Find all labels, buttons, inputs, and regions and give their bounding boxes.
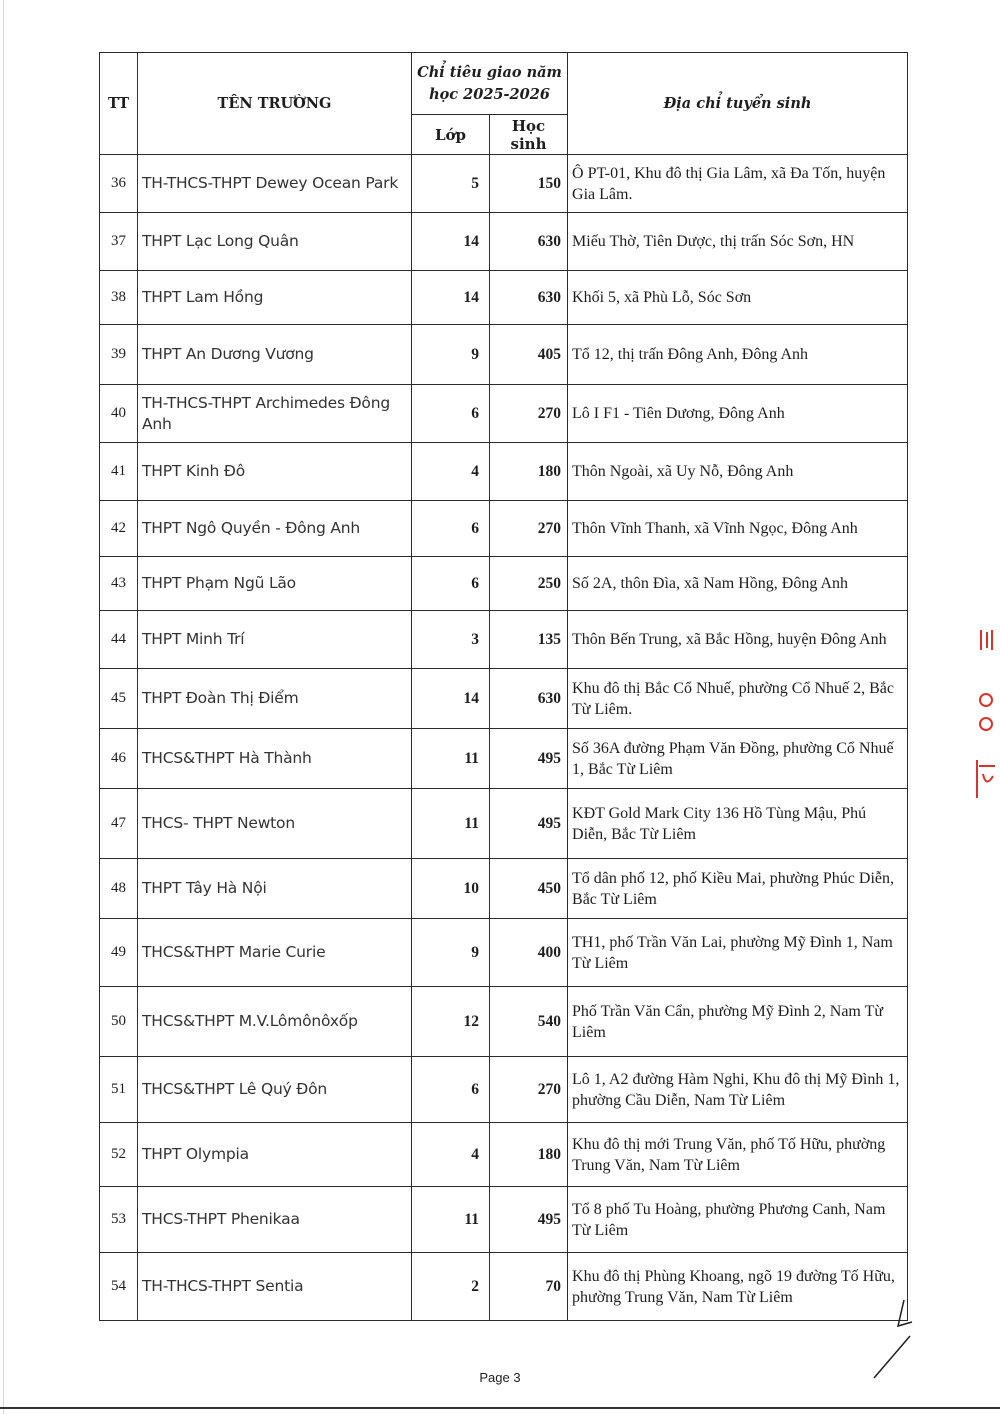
admission-address: Ô PT-01, Khu đô thị Gia Lâm, xã Đa Tốn, huyện Gia Lâm. <box>568 155 908 213</box>
school-name: THPT Phạm Ngũ Lão <box>138 557 412 611</box>
row-number: 50 <box>100 987 138 1057</box>
class-count: 6 <box>412 1057 490 1123</box>
page-number: Page 3 <box>479 1370 521 1385</box>
admission-address: Khu đô thị Bắc Cổ Nhuế, phường Cổ Nhuế 2, Bắc Từ Liêm. <box>568 669 908 729</box>
row-number: 36 <box>100 155 138 213</box>
admission-address: Phố Trần Văn Cẩn, phường Mỹ Đình 2, Nam Từ Liêm <box>568 987 908 1057</box>
class-count: 3 <box>412 611 490 669</box>
class-count: 2 <box>412 1253 490 1321</box>
stamp-fragment-icon <box>975 628 997 798</box>
row-number: 45 <box>100 669 138 729</box>
row-number: 39 <box>100 325 138 385</box>
class-count: 4 <box>412 1123 490 1187</box>
table-row <box>100 557 908 611</box>
row-number: 47 <box>100 789 138 859</box>
table-body <box>100 155 908 1321</box>
class-count: 11 <box>412 1187 490 1253</box>
school-name: THPT Tây Hà Nội <box>138 859 412 919</box>
table-row <box>100 1187 908 1253</box>
admission-address: Tổ 8 phố Tu Hoàng, phường Phương Canh, Nam Từ Liêm <box>568 1187 908 1253</box>
student-count: 400 <box>490 919 568 987</box>
student-count: 250 <box>490 557 568 611</box>
class-count: 5 <box>412 155 490 213</box>
admission-address: Số 36A đường Phạm Văn Đồng, phường Cổ Nhuế 1, Bắc Từ Liêm <box>568 729 908 789</box>
class-count: 4 <box>412 443 490 501</box>
class-count: 11 <box>412 789 490 859</box>
student-count: 450 <box>490 859 568 919</box>
header-students: Học sinh <box>490 115 568 155</box>
table-row <box>100 987 908 1057</box>
student-count: 270 <box>490 1057 568 1123</box>
class-count: 11 <box>412 729 490 789</box>
table-row <box>100 443 908 501</box>
admission-address: Khu đô thị mới Trung Văn, phố Tố Hữu, phường Trung Văn, Nam Từ Liêm <box>568 1123 908 1187</box>
school-name: THPT Olympia <box>138 1123 412 1187</box>
school-name: THCS&THPT M.V.Lômônôxốp <box>138 987 412 1057</box>
row-number: 51 <box>100 1057 138 1123</box>
class-count: 6 <box>412 385 490 443</box>
class-count: 14 <box>412 213 490 271</box>
row-number: 54 <box>100 1253 138 1321</box>
student-count: 180 <box>490 443 568 501</box>
school-name: THPT Kinh Đô <box>138 443 412 501</box>
admission-address: KĐT Gold Mark City 136 Hồ Tùng Mậu, Phú Diễn, Bắc Từ Liêm <box>568 789 908 859</box>
admission-address: Thôn Ngoài, xã Uy Nỗ, Đông Anh <box>568 443 908 501</box>
admission-address: Số 2A, thôn Đìa, xã Nam Hồng, Đông Anh <box>568 557 908 611</box>
admission-address: Tổ dân phố 12, phố Kiều Mai, phường Phúc Diễn, Bắc Từ Liêm <box>568 859 908 919</box>
school-name: TH-THCS-THPT Dewey Ocean Park <box>138 155 412 213</box>
admission-address: Lô 1, A2 đường Hàm Nghi, Khu đô thị Mỹ Đình 1, phường Cầu Diễn, Nam Từ Liêm <box>568 1057 908 1123</box>
student-count: 135 <box>490 611 568 669</box>
table-row <box>100 789 908 859</box>
row-number: 44 <box>100 611 138 669</box>
header-classes: Lớp <box>412 115 490 155</box>
student-count: 630 <box>490 271 568 325</box>
scan-edge <box>3 0 4 1414</box>
school-name: THPT Minh Trí <box>138 611 412 669</box>
table-row <box>100 155 908 213</box>
row-number: 53 <box>100 1187 138 1253</box>
row-number: 48 <box>100 859 138 919</box>
row-number: 37 <box>100 213 138 271</box>
row-number: 38 <box>100 271 138 325</box>
header-quota: Chỉ tiêu giao năm học 2025-2026 <box>412 53 568 115</box>
student-count: 270 <box>490 385 568 443</box>
class-count: 14 <box>412 271 490 325</box>
class-count: 9 <box>412 919 490 987</box>
table-row <box>100 611 908 669</box>
school-name: TH-THCS-THPT Archimedes Đông Anh <box>138 385 412 443</box>
school-name: THPT An Dương Vương <box>138 325 412 385</box>
school-name: THCS- THPT Newton <box>138 789 412 859</box>
student-count: 495 <box>490 789 568 859</box>
student-count: 180 <box>490 1123 568 1187</box>
student-count: 270 <box>490 501 568 557</box>
school-name: THCS&THPT Hà Thành <box>138 729 412 789</box>
admission-quota-table <box>99 52 908 1321</box>
school-name: THPT Lạc Long Quân <box>138 213 412 271</box>
student-count: 540 <box>490 987 568 1057</box>
school-name: THPT Lam Hồng <box>138 271 412 325</box>
admission-address: TH1, phố Trần Văn Lai, phường Mỹ Đình 1, Nam Từ Liêm <box>568 919 908 987</box>
table-row <box>100 271 908 325</box>
header-tt: TT <box>100 53 138 155</box>
row-number: 46 <box>100 729 138 789</box>
row-number: 49 <box>100 919 138 987</box>
school-name: THCS&THPT Marie Curie <box>138 919 412 987</box>
row-number: 41 <box>100 443 138 501</box>
student-count: 630 <box>490 213 568 271</box>
header-school-name: TÊN TRƯỜNG <box>138 53 412 155</box>
admission-address: Thôn Vĩnh Thanh, xã Vĩnh Ngọc, Đông Anh <box>568 501 908 557</box>
school-name: THPT Đoàn Thị Điểm <box>138 669 412 729</box>
table-row <box>100 919 908 987</box>
school-name: THCS-THPT Phenikaa <box>138 1187 412 1253</box>
student-count: 70 <box>490 1253 568 1321</box>
class-count: 6 <box>412 557 490 611</box>
header-address: Địa chỉ tuyển sinh <box>568 53 908 155</box>
student-count: 405 <box>490 325 568 385</box>
table-row <box>100 859 908 919</box>
row-number: 40 <box>100 385 138 443</box>
school-name: TH-THCS-THPT Sentia <box>138 1253 412 1321</box>
row-number: 52 <box>100 1123 138 1187</box>
student-count: 495 <box>490 729 568 789</box>
table-row <box>100 213 908 271</box>
class-count: 10 <box>412 859 490 919</box>
class-count: 14 <box>412 669 490 729</box>
admission-address: Lô I F1 - Tiên Dương, Đông Anh <box>568 385 908 443</box>
table-row <box>100 1057 908 1123</box>
class-count: 9 <box>412 325 490 385</box>
school-name: THCS&THPT Lê Quý Đôn <box>138 1057 412 1123</box>
admission-address: Khu đô thị Phùng Khoang, ngõ 19 đường Tố Hữu, phường Trung Văn, Nam Từ Liêm <box>568 1253 908 1321</box>
bottom-rule <box>0 1407 1000 1409</box>
admission-address: Tổ 12, thị trấn Đông Anh, Đông Anh <box>568 325 908 385</box>
row-number: 43 <box>100 557 138 611</box>
class-count: 6 <box>412 501 490 557</box>
school-name: THPT Ngô Quyền - Đông Anh <box>138 501 412 557</box>
table-row <box>100 729 908 789</box>
row-number: 42 <box>100 501 138 557</box>
table-row <box>100 385 908 443</box>
admission-address: Khối 5, xã Phù Lỗ, Sóc Sơn <box>568 271 908 325</box>
class-count: 12 <box>412 987 490 1057</box>
student-count: 150 <box>490 155 568 213</box>
table-row <box>100 325 908 385</box>
student-count: 495 <box>490 1187 568 1253</box>
student-count: 630 <box>490 669 568 729</box>
admission-address: Thôn Bến Trung, xã Bắc Hồng, huyện Đông Anh <box>568 611 908 669</box>
table-row <box>100 1123 908 1187</box>
table-row <box>100 669 908 729</box>
table-row <box>100 1253 908 1321</box>
admission-address: Miếu Thờ, Tiên Dược, thị trấn Sóc Sơn, HN <box>568 213 908 271</box>
table-row <box>100 501 908 557</box>
